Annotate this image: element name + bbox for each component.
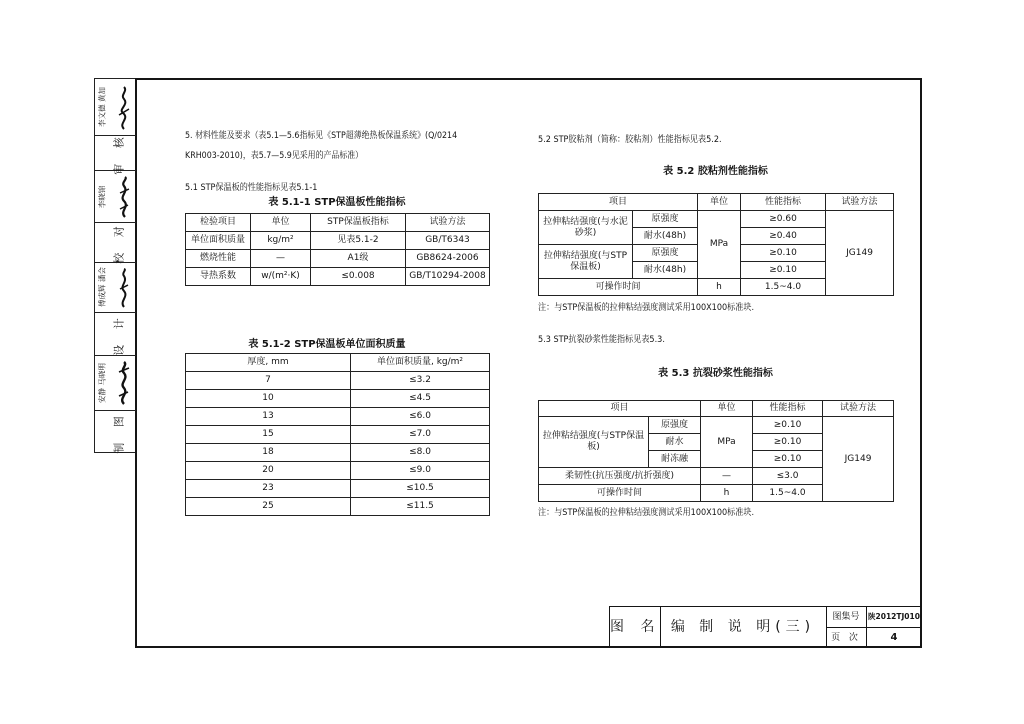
table-row [539, 211, 894, 228]
designer-names: 傅成辉 潘会 [97, 267, 107, 307]
table-cell: GB8624-2006 [406, 250, 490, 268]
table-cell: MPa [698, 211, 741, 279]
table-cell: ≤10.5 [351, 480, 490, 498]
table-5-2 [538, 193, 894, 296]
table-cell: ≤6.0 [351, 408, 490, 426]
table-cell: JG149 [823, 417, 894, 502]
table-cell: ≥0.10 [741, 245, 826, 262]
table-cell: JG149 [826, 211, 894, 296]
table-row [186, 480, 490, 498]
table-cell: ≤4.5 [351, 390, 490, 408]
table-cell: ≥0.60 [741, 211, 826, 228]
table-cell: 耐水(48h) [633, 262, 698, 279]
table-header-cell: 单位面积质量, kg/m² [351, 354, 490, 372]
table-cell: 7 [186, 372, 351, 390]
signature [116, 267, 132, 309]
table-5-2-title: 表 5.2 胶粘剂性能指标 [663, 166, 768, 177]
table-cell: ≥0.10 [753, 434, 823, 451]
table-cell: ≤11.5 [351, 498, 490, 516]
table-row [186, 372, 490, 390]
title-block-divider [826, 627, 922, 628]
table-cell: 20 [186, 462, 351, 480]
table-header-cell: 单位 [698, 194, 741, 211]
table-row [186, 462, 490, 480]
table-5-3-title: 表 5.3 抗裂砂浆性能指标 [658, 368, 773, 379]
table-cell: ≤3.0 [753, 468, 823, 485]
intro-line-1: 5. 材料性能及要求（表5.1—5.6指标见《STP超薄绝热板保温系统》(Q/0214 [185, 131, 458, 141]
table-cell: 1.5~4.0 [753, 485, 823, 502]
table-cell: 13 [186, 408, 351, 426]
table-cell: 柔韧性(抗压强度/抗折强度) [539, 468, 701, 485]
table-cell: w/(m²·K) [251, 268, 311, 286]
table-cell: ≥0.10 [741, 262, 826, 279]
drawing-name-label: 图 名 [610, 619, 661, 635]
table-header-cell: 单位 [251, 214, 311, 232]
section-5-1-heading: 5.1 STP保温板的性能指标见表5.1-1 [185, 183, 318, 193]
table-cell: — [251, 250, 311, 268]
table-cell: ≤7.0 [351, 426, 490, 444]
table-header-cell: 检验项目 [186, 214, 251, 232]
table-5-1-1-title: 表 5.1-1 STP保温板性能指标 [268, 197, 406, 208]
checker-names: 李晓锦 [97, 185, 107, 209]
table-cell: 单位面积质量 [186, 232, 251, 250]
table-header-cell: 试验方法 [406, 214, 490, 232]
table-cell: 25 [186, 498, 351, 516]
drafter-names: 安静 马晓明 [97, 363, 107, 403]
table-cell: 见表5.1-2 [311, 232, 406, 250]
table-row [186, 408, 490, 426]
table-cell: kg/m² [251, 232, 311, 250]
table-cell: ≥0.40 [741, 228, 826, 245]
table-header-row [539, 401, 894, 417]
table-cell: A1级 [311, 250, 406, 268]
table-5-3 [538, 400, 894, 502]
table-header-row [186, 354, 490, 372]
table-cell: 拉伸粘结强度(与STP保温板) [539, 245, 633, 279]
table-cell: 耐水(48h) [633, 228, 698, 245]
table-5-1-2 [185, 353, 490, 516]
reviewer-names: 李文德 黄加 [97, 87, 107, 127]
review-strip [94, 78, 135, 453]
table-cell: ≤8.0 [351, 444, 490, 462]
table-header-cell: 项目 [539, 401, 701, 417]
label-check: 校 对 [112, 220, 126, 264]
table-cell: MPa [701, 417, 753, 468]
table-header-cell: STP保温板指标 [311, 214, 406, 232]
table-cell: 10 [186, 390, 351, 408]
table-cell: 燃烧性能 [186, 250, 251, 268]
table-cell: 可操作时间 [539, 279, 698, 296]
table-header-cell: 性能指标 [741, 194, 826, 211]
table-cell: 拉伸粘结强度(与水泥砂浆) [539, 211, 633, 245]
table-5-2-note: 注：与STP保温板的拉伸粘结强度测试采用100X100标准块. [538, 303, 755, 313]
table-header-cell: 试验方法 [826, 194, 894, 211]
table-cell: 耐水 [649, 434, 701, 451]
atlas-number: 陕2012TJ010 [868, 612, 920, 621]
label-draft: 制 图 [112, 410, 126, 454]
table-row [186, 498, 490, 516]
table-cell: 18 [186, 444, 351, 462]
table-row [186, 268, 490, 286]
table-cell: 原强度 [649, 417, 701, 434]
label-review: 审 核 [112, 131, 126, 175]
table-header-cell: 试验方法 [823, 401, 894, 417]
table-cell: 1.5~4.0 [741, 279, 826, 296]
page-number: 4 [890, 632, 898, 643]
table-cell: ≤3.2 [351, 372, 490, 390]
table-cell: — [701, 468, 753, 485]
table-5-1-1 [185, 213, 490, 286]
signature [116, 85, 132, 131]
table-cell: 15 [186, 426, 351, 444]
table-header-cell: 厚度, mm [186, 354, 351, 372]
table-row [186, 444, 490, 462]
table-cell: ≤9.0 [351, 462, 490, 480]
table-row [186, 426, 490, 444]
table-5-1-2-title: 表 5.1-2 STP保温板单位面积质量 [248, 339, 406, 350]
table-cell: 原强度 [633, 245, 698, 262]
table-row [186, 250, 490, 268]
label-design: 设 计 [112, 312, 126, 356]
atlas-number-label: 图集号 [832, 612, 860, 622]
signature [116, 360, 132, 406]
table-cell: ≥0.10 [753, 417, 823, 434]
table-cell: GB/T6343 [406, 232, 490, 250]
table-cell: ≥0.10 [753, 451, 823, 468]
table-cell: 耐冻融 [649, 451, 701, 468]
table-cell: ≤0.008 [311, 268, 406, 286]
table-row [186, 390, 490, 408]
table-header-cell: 项目 [539, 194, 698, 211]
table-cell: 原强度 [633, 211, 698, 228]
table-row [539, 417, 894, 434]
title-block [609, 606, 922, 648]
table-cell: h [701, 485, 753, 502]
intro-line-2: KRH003-2010)，表5.7—5.9见采用的产品标准） [185, 151, 364, 161]
table-header-cell: 单位 [701, 401, 753, 417]
table-5-3-note: 注：与STP保温板的拉伸粘结强度测试采用100X100标准块. [538, 508, 755, 518]
table-cell: 导热系数 [186, 268, 251, 286]
section-5-2-heading: 5.2 STP胶粘剂（简称：胶粘剂）性能指标见表5.2. [538, 135, 722, 145]
table-header-cell: 性能指标 [753, 401, 823, 417]
table-row [186, 232, 490, 250]
page-number-label: 页 次 [831, 633, 861, 643]
table-cell: GB/T10294-2008 [406, 268, 490, 286]
table-header-row [539, 194, 894, 211]
table-cell: 可操作时间 [539, 485, 701, 502]
signature [116, 175, 132, 219]
section-5-3-heading: 5.3 STP抗裂砂浆性能指标见表5.3. [538, 335, 665, 345]
table-header-row [186, 214, 490, 232]
table-cell: 23 [186, 480, 351, 498]
drawing-name: 编 制 说 明(三) [670, 619, 816, 635]
table-cell: 拉伸粘结强度(与STP保温板) [539, 417, 649, 468]
table-cell: h [698, 279, 741, 296]
